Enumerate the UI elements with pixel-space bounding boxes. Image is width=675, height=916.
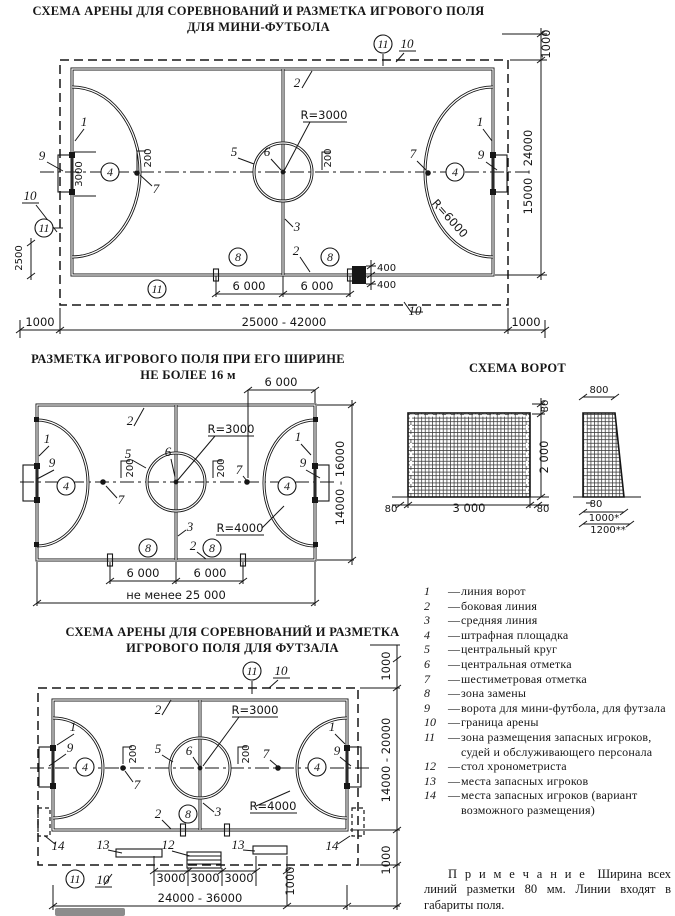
legend-text: стол хронометриста (461, 759, 567, 774)
d3-dim-width: 14000 - 20000 (379, 717, 393, 803)
arena-boundary-futsal (38, 688, 358, 865)
d3-callout-13-right: 13 (231, 837, 245, 852)
d2-callout-1-left: 1 (43, 431, 51, 446)
d1-callout-7-left: 7 (152, 181, 160, 196)
legend-dash: — (448, 700, 460, 715)
legend-dash: — (448, 759, 460, 774)
legend-item-14 (424, 788, 672, 817)
d1-mark-dim-below: 400 (377, 280, 397, 291)
d3-callout-2-top: 2 (154, 702, 162, 717)
legend (424, 584, 672, 818)
goal-dim-post-right: 80 (536, 504, 550, 515)
legend-num: 12 (424, 759, 436, 774)
bench-left (116, 849, 162, 857)
legend-item-9 (424, 701, 672, 716)
d2-dim-6000-br: 6 000 (193, 566, 227, 580)
legend-item-4 (424, 628, 672, 643)
title-narrow-line1: РАЗМЕТКА ИГРОВОГО ПОЛЯ ПРИ ЕГО ШИРИНЕ (31, 352, 345, 366)
d1-dim-margin-top: 1000 (539, 29, 553, 59)
d3-callout-2-bottom: 2 (154, 806, 162, 821)
goal-left (58, 155, 72, 192)
d3-callout-3: 3 (214, 804, 222, 819)
d3-callout-4-right: 4 (314, 760, 320, 774)
d1-callout-3: 3 (293, 219, 301, 234)
d2-callout-1-right: 1 (294, 429, 302, 444)
d2-callout-7-right: 7 (235, 462, 243, 477)
d3-dim-margin-bottom: 1000 (379, 845, 393, 875)
d3-callout-4-left: 4 (82, 760, 88, 774)
d2-dim-6000-bl: 6 000 (126, 566, 160, 580)
d1-dim-r6000: R=6000 (429, 196, 471, 241)
legend-dash: — (448, 584, 460, 598)
d1-dim-r3000: R=3000 (300, 108, 348, 122)
d3-dim-r4000: R=4000 (249, 799, 297, 813)
d1-callout-8-left: 8 (235, 250, 241, 264)
d1-callout-6: 6 (263, 144, 271, 159)
legend-item-3 (424, 613, 672, 628)
diagram-goal-scheme (385, 385, 641, 536)
legend-text: средняя линия (461, 613, 538, 628)
d3-callout-14-right: 14 (325, 838, 339, 853)
d1-callout-4-left: 4 (107, 165, 113, 179)
legend-text: шестиметровая отметка (461, 671, 587, 686)
d3-dim-seg2: 3000 (190, 871, 220, 885)
d2-callout-7-left: 7 (117, 492, 125, 507)
d1-dim-width: 15000 - 24000 (521, 129, 535, 215)
goal-dim-side-bar: 80 (589, 499, 603, 510)
goal-dim-height: 2 000 (537, 440, 551, 474)
goal-left-2 (23, 465, 37, 501)
legend-dash: — (448, 613, 460, 628)
d1-callout-9-left: 9 (38, 148, 46, 163)
legend-item-7 (424, 672, 672, 687)
d3-dim-200-left: 200 (128, 744, 139, 764)
diagram-narrow-field (20, 375, 356, 606)
d1-subzone-dim-left: 6 000 (232, 279, 266, 293)
d1-callout-2-top: 2 (293, 75, 301, 90)
goal-right (493, 155, 507, 192)
legend-text: ворота для мини-футбола, для футзала (461, 700, 666, 715)
d2-callout-8-left: 8 (145, 541, 151, 555)
d3-callout-11-top: 11 (246, 664, 258, 678)
six-meter-mark-right (425, 170, 431, 176)
legend-dash: — (448, 729, 460, 744)
goal-right-2 (315, 465, 329, 501)
goal-dim-width: 3 000 (452, 501, 486, 515)
d2-callout-2-bottom: 2 (189, 538, 197, 553)
d1-dim-margin-right: 1000 (511, 315, 541, 329)
d1-callout-1-left: 1 (80, 114, 88, 129)
diagram-futsal-arena (30, 645, 401, 910)
legend-item-1 (424, 584, 672, 599)
d3-callout-6: 6 (185, 743, 193, 758)
legend-text: штрафная площадка (461, 627, 569, 642)
legend-num: 1 (424, 584, 430, 598)
d3-callout-8: 8 (185, 807, 191, 821)
reserve-place-left (38, 808, 50, 836)
legend-num: 8 (424, 686, 430, 701)
legend-item-8 (424, 686, 672, 701)
d2-dim-200-left: 200 (125, 458, 136, 478)
title-mini-line2: ДЛЯ МИНИ-ФУТБОЛА (187, 19, 330, 34)
legend-text: центральная отметка (461, 656, 572, 671)
d2-dim-6000-top: 6 000 (264, 375, 298, 389)
d3-callout-11-bottom: 11 (69, 872, 81, 886)
goal-dim-bar: 80 (540, 399, 551, 413)
d1-dim-200-center: 200 (323, 148, 334, 168)
legend-num: 4 (424, 627, 430, 642)
goal-front-net (408, 413, 530, 497)
legend-dash: — (448, 788, 460, 803)
legend-num: 3 (424, 613, 430, 628)
note (424, 867, 671, 914)
goal-dim-post-left: 80 (384, 504, 398, 515)
d1-callout-4-right: 4 (452, 165, 458, 179)
d1-dim-length: 25000 - 42000 (241, 315, 327, 329)
d2-callout-9-left: 9 (48, 455, 56, 470)
legend-text: места запасных игроков (461, 773, 589, 788)
d1-callout-11-bottom: 11 (151, 282, 163, 296)
d2-callout-4-right: 4 (284, 479, 290, 493)
d3-callout-5: 5 (154, 741, 162, 756)
d1-callout-10-top: 10 (400, 36, 414, 51)
legend-dash: — (448, 773, 460, 788)
goal-dim-bottom-depth1: 1000* (588, 513, 620, 524)
title-futsal-line2: ИГРОВОГО ПОЛЯ ДЛЯ ФУТЗАЛА (126, 640, 339, 655)
d3-callout-7-right: 7 (262, 746, 270, 761)
legend-dash: — (448, 686, 460, 701)
d3-callout-10-bottom: 10 (96, 872, 110, 887)
legend-item-6 (424, 657, 672, 672)
d1-callout-10-left: 10 (23, 188, 37, 203)
d3-dim-200-right: 200 (241, 744, 252, 764)
legend-num: 6 (424, 656, 430, 671)
goal-right-3 (347, 747, 361, 787)
legend-dash: — (448, 715, 460, 730)
d1-callout-7-right: 7 (409, 146, 417, 161)
d1-callout-2-bottom: 2 (292, 243, 300, 258)
d1-callout-1-right: 1 (476, 114, 484, 129)
d2-callout-6: 6 (164, 444, 172, 459)
legend-text: зона замены (461, 686, 527, 701)
d3-callout-12: 12 (161, 837, 175, 852)
legend-num: 5 (424, 642, 430, 657)
d2-callout-5: 5 (124, 446, 132, 461)
bench-right (253, 846, 287, 854)
d1-dim-margin-left: 1000 (25, 315, 55, 329)
legend-num: 9 (424, 700, 430, 715)
legend-num: 2 (424, 598, 430, 613)
d2-callout-9-right: 9 (299, 455, 307, 470)
d3-callout-1-right: 1 (328, 719, 336, 734)
goal-side-net (583, 413, 624, 497)
legend-item-11 (424, 730, 672, 759)
d2-dim-length: не менее 25 000 (126, 588, 226, 602)
d2-dim-r3000: R=3000 (207, 422, 255, 436)
legend-dash: — (448, 627, 460, 642)
d1-goal-height-dim: 3000 (74, 161, 85, 187)
d3-callout-10-top: 10 (274, 663, 288, 678)
d3-dim-bench-offset: 1000 (283, 866, 297, 896)
d1-dim-200-left: 200 (143, 148, 154, 168)
d3-callout-13-left: 13 (96, 837, 110, 852)
legend-item-13 (424, 774, 672, 789)
goal-dim-bottom-depth2: 1200** (590, 525, 626, 536)
title-narrow-line2: НЕ БОЛЕЕ 16 м (140, 367, 236, 382)
legend-text: граница арены (461, 715, 539, 730)
table-mark (352, 266, 366, 284)
legend-num: 13 (424, 773, 436, 788)
legend-text: боковая линия (461, 598, 538, 613)
note-text: Ширина всех линий разметки 80 мм. Линии входят в габариты поля. (424, 866, 672, 912)
legend-text: центральный круг (461, 642, 558, 657)
d1-callout-8-right: 8 (327, 250, 333, 264)
note-label: П р и м е ч а н и е (448, 866, 586, 881)
d1-callout-10-bottom: 10 (408, 303, 422, 318)
d3-dim-seg1: 3000 (156, 871, 186, 885)
title-mini-line1: СХЕМА АРЕНЫ ДЛЯ СОРЕВНОВАНИЙ И РАЗМЕТКА ИГРОВОГО ПОЛЯ (32, 4, 485, 18)
d1-callout-5: 5 (230, 144, 238, 159)
title-goal: СХЕМА ВОРОТ (468, 361, 566, 375)
d2-dim-r4000: R=4000 (216, 521, 264, 535)
title-futsal-line1: СХЕМА АРЕНЫ ДЛЯ СОРЕВНОВАНИЙ И РАЗМЕТКА (65, 625, 400, 639)
d2-dim-200-right: 200 (216, 458, 227, 478)
goal-dim-top-depth: 800 (589, 385, 609, 396)
legend-item-12 (424, 759, 672, 774)
d3-callout-9-right: 9 (333, 743, 341, 758)
legend-num: 7 (424, 671, 430, 686)
d2-dim-width: 14000 - 16000 (333, 440, 347, 526)
d2-callout-8-right: 8 (209, 541, 215, 555)
legend-dash: — (448, 598, 460, 613)
legend-num: 10 (424, 715, 436, 730)
legend-text: зона размещения запасных игроков, судей и обслуживающего персонала (461, 729, 653, 759)
d1-subzone-dim-right: 6 000 (300, 279, 334, 293)
d1-callout-9-right: 9 (477, 147, 485, 162)
d3-callout-7-left: 7 (133, 777, 141, 792)
legend-num: 11 (424, 729, 436, 744)
legend-text: места запасных игроков (вариант возможного размещения) (461, 788, 638, 817)
d1-mark-dim-above: 400 (377, 263, 397, 274)
d3-callout-14-left: 14 (51, 838, 65, 853)
diagram-mini-football-arena (14, 28, 553, 338)
d3-dim-length: 24000 - 36000 (157, 891, 243, 905)
d2-callout-3: 3 (186, 519, 194, 534)
goal-left-3 (39, 747, 53, 787)
legend-num: 14 (424, 788, 436, 803)
d3-dim-r3000: R=3000 (231, 703, 279, 717)
d3-dim-margin-top: 1000 (379, 651, 393, 681)
legend-text: линия ворот (461, 584, 526, 598)
d1-dim-2500: 2500 (14, 245, 25, 271)
d2-callout-4-left: 4 (63, 479, 69, 493)
legend-item-5 (424, 642, 672, 657)
legend-item-10 (424, 715, 672, 730)
six-meter-mark-left (134, 170, 140, 176)
d3-callout-9-left: 9 (66, 740, 74, 755)
legend-dash: — (448, 656, 460, 671)
legend-item-2 (424, 599, 672, 614)
d3-dim-seg3: 3000 (224, 871, 254, 885)
d2-callout-2: 2 (126, 413, 134, 428)
d1-callout-11-left: 11 (38, 221, 50, 235)
scan-artifact (55, 908, 125, 916)
d3-callout-1-left: 1 (69, 719, 77, 734)
legend-dash: — (448, 642, 460, 657)
legend-dash: — (448, 671, 460, 686)
d1-callout-11-top: 11 (377, 37, 389, 51)
